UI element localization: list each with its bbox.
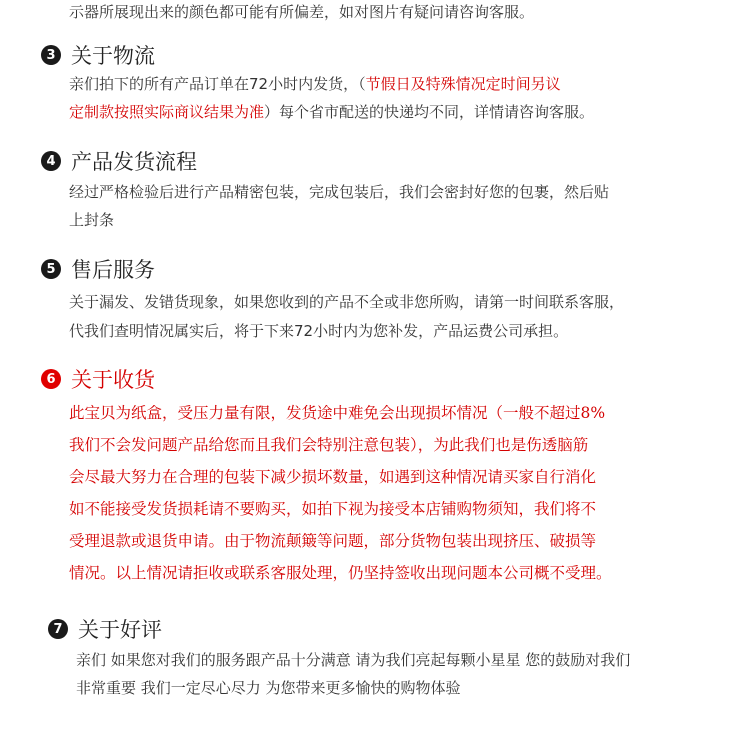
section-7-line-2: 非常重要 我们一定尽心尽力 为您带来更多愉快的购物体验 xyxy=(76,679,461,697)
section-number-badge: 7 xyxy=(48,619,68,639)
section-7-line-1: 亲们 如果您对我们的服务跟产品十分满意 请为我们亮起每颗小星星 您的鼓励对我们 xyxy=(76,651,631,669)
section-3-line-2: 定制款按照实际商议结果为准）每个省市配送的快递均不同，详情请咨询客服。 xyxy=(69,103,595,121)
red-notice: 定制款按照实际商议结果为准 xyxy=(69,103,265,121)
section-title: 产品发货流程 xyxy=(71,150,197,174)
section-number-badge: 6 xyxy=(41,369,61,389)
section-5-heading xyxy=(41,256,155,282)
section-title: 售后服务 xyxy=(71,258,155,282)
section-number-badge: 4 xyxy=(41,151,61,171)
section-number-badge: 3 xyxy=(41,45,61,65)
section-6-line-4: 如不能接受发货损耗请不要购买，如拍下视为接受本店铺购物须知，我们将不 xyxy=(69,500,597,518)
section-6-line-3: 会尽最大努力在合理的包装下减少损坏数量，如遇到这种情况请买家自行消化 xyxy=(69,468,597,486)
top-line: 示器所展现出来的颜色都可能有所偏差，如对图片有疑问请咨询客服。 xyxy=(69,3,535,21)
section-5-line-2: 代我们查明情况属实后，将于下来72小时内为您补发，产品运费公司承担。 xyxy=(69,322,569,340)
section-5-line-1: 关于漏发、发错货现象，如果您收到的产品不全或非您所购，请第一时间联系客服， xyxy=(69,293,625,311)
section-6-line-2: 我们不会发问题产品给您而且我们会特别注意包装），为此我们也是伤透脑筋 xyxy=(69,436,589,454)
section-4-line-2: 上封条 xyxy=(69,211,115,229)
section-3-line-1: 亲们拍下的所有产品订单在72小时内发货，（节假日及特殊情况定时间另议 xyxy=(69,75,561,93)
section-6-line-6: 情况。以上情况请拒收或联系客服处理，仍坚持签收出现问题本公司概不受理。 xyxy=(69,564,612,582)
section-4-heading xyxy=(41,148,197,174)
section-title: 关于物流 xyxy=(71,44,155,68)
section-4-line-1: 经过严格检验后进行产品精密包装，完成包装后，我们会密封好您的包裹，然后贴 xyxy=(69,183,610,201)
section-title: 关于好评 xyxy=(78,618,162,642)
section-6-line-5: 受理退款或退货申请。由于物流颠簸等问题，部分货物包装出现挤压、破损等 xyxy=(69,532,597,550)
red-notice: 节假日及特殊情况定时间另议 xyxy=(365,75,561,93)
section-6-heading xyxy=(41,366,155,392)
section-title: 关于收货 xyxy=(71,368,155,392)
section-number-badge: 5 xyxy=(41,259,61,279)
section-7-heading xyxy=(48,616,162,642)
section-3-heading xyxy=(41,42,155,68)
section-6-line-1: 此宝贝为纸盒，受压力量有限，发货途中难免会出现损坏情况（一般不超过8% xyxy=(69,404,606,422)
